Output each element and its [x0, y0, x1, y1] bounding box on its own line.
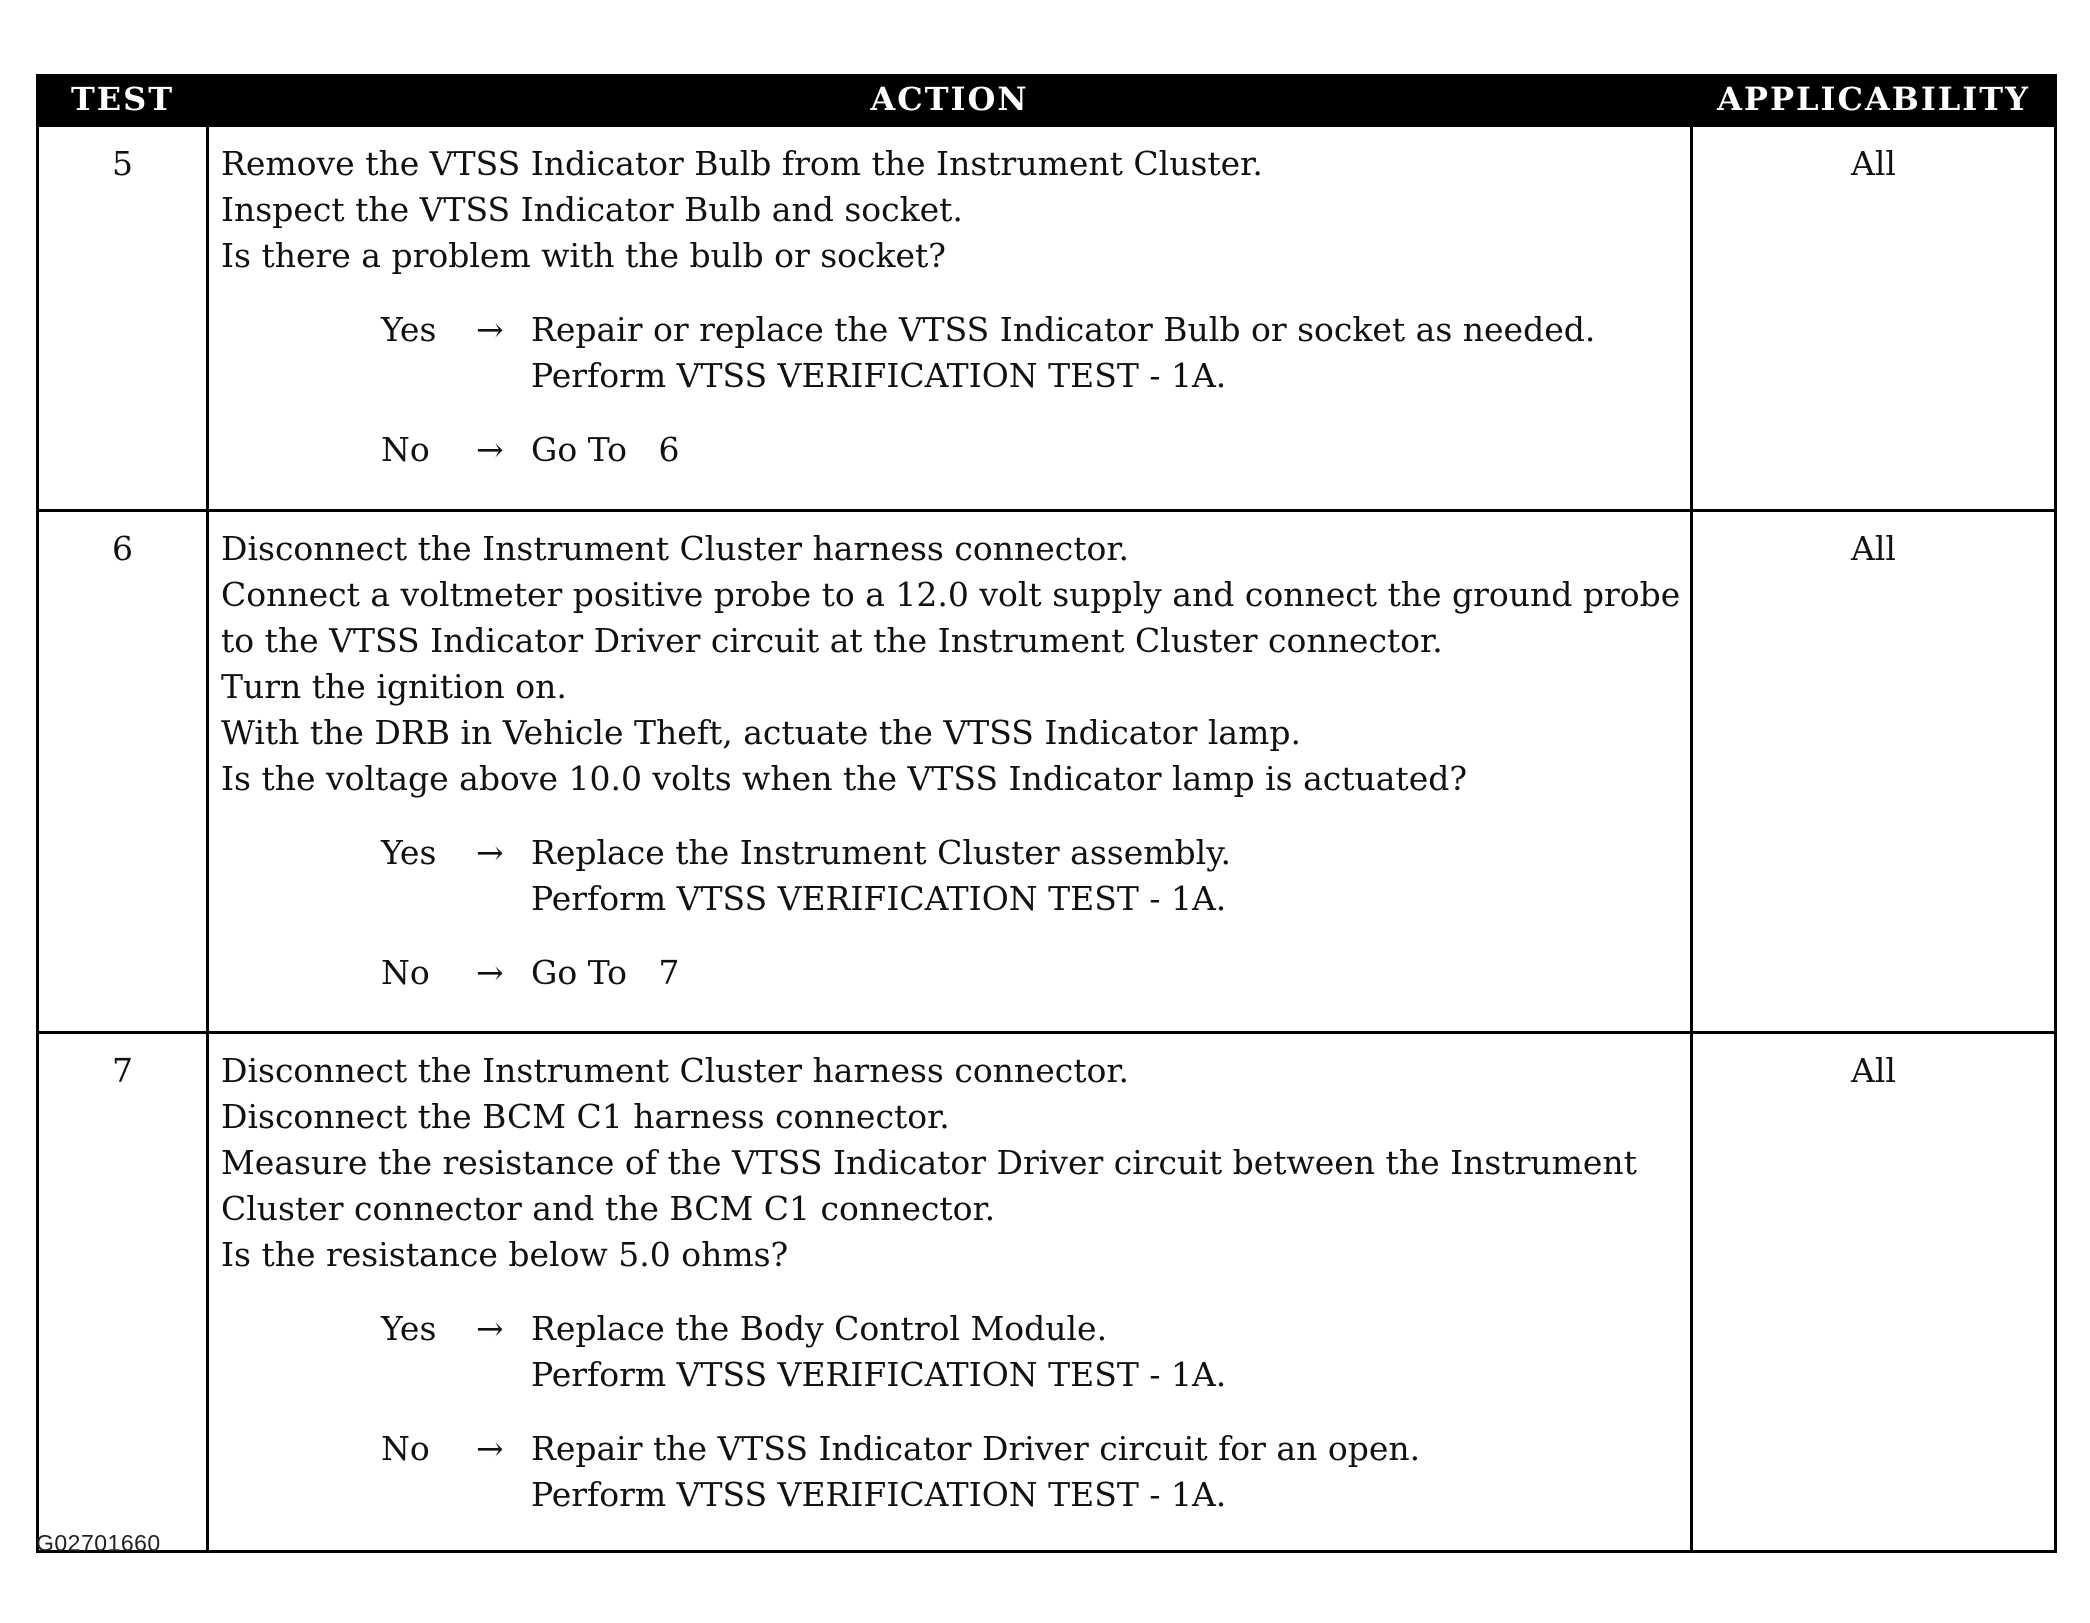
figure-id: G02701660 [36, 1530, 161, 1556]
outcome-label: Yes [381, 833, 437, 872]
outcome-label: Yes [381, 310, 437, 349]
outcome-result-line: Repair the VTSS Indicator Driver circuit for an open. [531, 1429, 1421, 1468]
outcome-label: No [381, 1429, 430, 1468]
outcome-result-line: Perform VTSS VERIFICATION TEST - 1A. [531, 356, 1227, 395]
outcome-yes [381, 1306, 1684, 1398]
test-procedure-table [36, 74, 2057, 1553]
arrow-right-icon: → [476, 430, 504, 469]
header-row [38, 74, 2056, 126]
outcome-label: No [381, 953, 430, 992]
action-step: Cluster connector and the BCM C1 connector. [221, 1189, 996, 1228]
header-applicability: APPLICABILITY [1692, 74, 2056, 126]
action-step: Remove the VTSS Indicator Bulb from the Instrument Cluster. [221, 144, 1263, 183]
outcome-result [531, 427, 1684, 473]
table-row-test-6 [38, 511, 2056, 1033]
outcome-yes [381, 830, 1684, 922]
outcome-label: No [381, 430, 430, 469]
action-step: With the DRB in Vehicle Theft, actuate the VTSS Indicator lamp. [221, 713, 1301, 752]
action-step: Connect a voltmeter positive probe to a 12.0 volt supply and connect the ground probe [221, 575, 1681, 614]
action-step: Measure the resistance of the VTSS Indicator Driver circuit between the Instrument [221, 1143, 1637, 1182]
test-number: 7 [38, 1033, 208, 1552]
applicability-value: All [1692, 511, 2056, 1033]
outcome-result-line: Perform VTSS VERIFICATION TEST - 1A. [531, 1355, 1227, 1394]
action-step: Disconnect the Instrument Cluster harness connector. [221, 529, 1129, 568]
outcome-result-line: Replace the Instrument Cluster assembly. [531, 833, 1231, 872]
outcome-result-line: Repair or replace the VTSS Indicator Bulb or socket as needed. [531, 310, 1596, 349]
arrow-right-icon: → [476, 1309, 504, 1348]
header-action: ACTION [208, 74, 1692, 126]
arrow-right-icon: → [476, 833, 504, 872]
applicability-value: All [1692, 126, 2056, 511]
table-header [38, 74, 2056, 126]
outcome-result-line: Go To 6 [531, 430, 680, 469]
outcome-no [381, 1426, 1684, 1518]
outcome-result [531, 950, 1684, 996]
outcome-result [531, 1426, 1684, 1518]
outcome-no [381, 950, 1684, 996]
outcome-result-line: Perform VTSS VERIFICATION TEST - 1A. [531, 1475, 1227, 1514]
action-cell [208, 1033, 1692, 1552]
action-step: Disconnect the Instrument Cluster harness connector. [221, 1051, 1129, 1090]
outcome-result [531, 1306, 1684, 1398]
outcome-result-line: Perform VTSS VERIFICATION TEST - 1A. [531, 879, 1227, 918]
test-number: 5 [38, 126, 208, 511]
test-number: 6 [38, 511, 208, 1033]
outcome-result-line: Go To 7 [531, 953, 680, 992]
table-body [38, 126, 2056, 1552]
table-row-test-7 [38, 1033, 2056, 1552]
outcome-no [381, 427, 1684, 473]
test-procedure-table-wrap [36, 74, 2054, 1553]
outcome-result-line: Replace the Body Control Module. [531, 1309, 1108, 1348]
action-step: Is there a problem with the bulb or socket? [221, 236, 947, 275]
table-row-test-5 [38, 126, 2056, 511]
action-cell [208, 511, 1692, 1033]
header-test: TEST [38, 74, 208, 126]
outcome-result [531, 307, 1684, 399]
arrow-right-icon: → [476, 310, 504, 349]
applicability-value: All [1692, 1033, 2056, 1552]
arrow-right-icon: → [476, 1429, 504, 1468]
arrow-right-icon: → [476, 953, 504, 992]
action-step: Is the resistance below 5.0 ohms? [221, 1235, 789, 1274]
action-step: Turn the ignition on. [221, 667, 567, 706]
action-step: Inspect the VTSS Indicator Bulb and socket. [221, 190, 963, 229]
action-step: to the VTSS Indicator Driver circuit at the Instrument Cluster connector. [221, 621, 1443, 660]
outcome-result [531, 830, 1684, 922]
action-step: Is the voltage above 10.0 volts when the VTSS Indicator lamp is actuated? [221, 759, 1468, 798]
action-cell [208, 126, 1692, 511]
outcome-label: Yes [381, 1309, 437, 1348]
action-step: Disconnect the BCM C1 harness connector. [221, 1097, 950, 1136]
outcome-yes [381, 307, 1684, 399]
